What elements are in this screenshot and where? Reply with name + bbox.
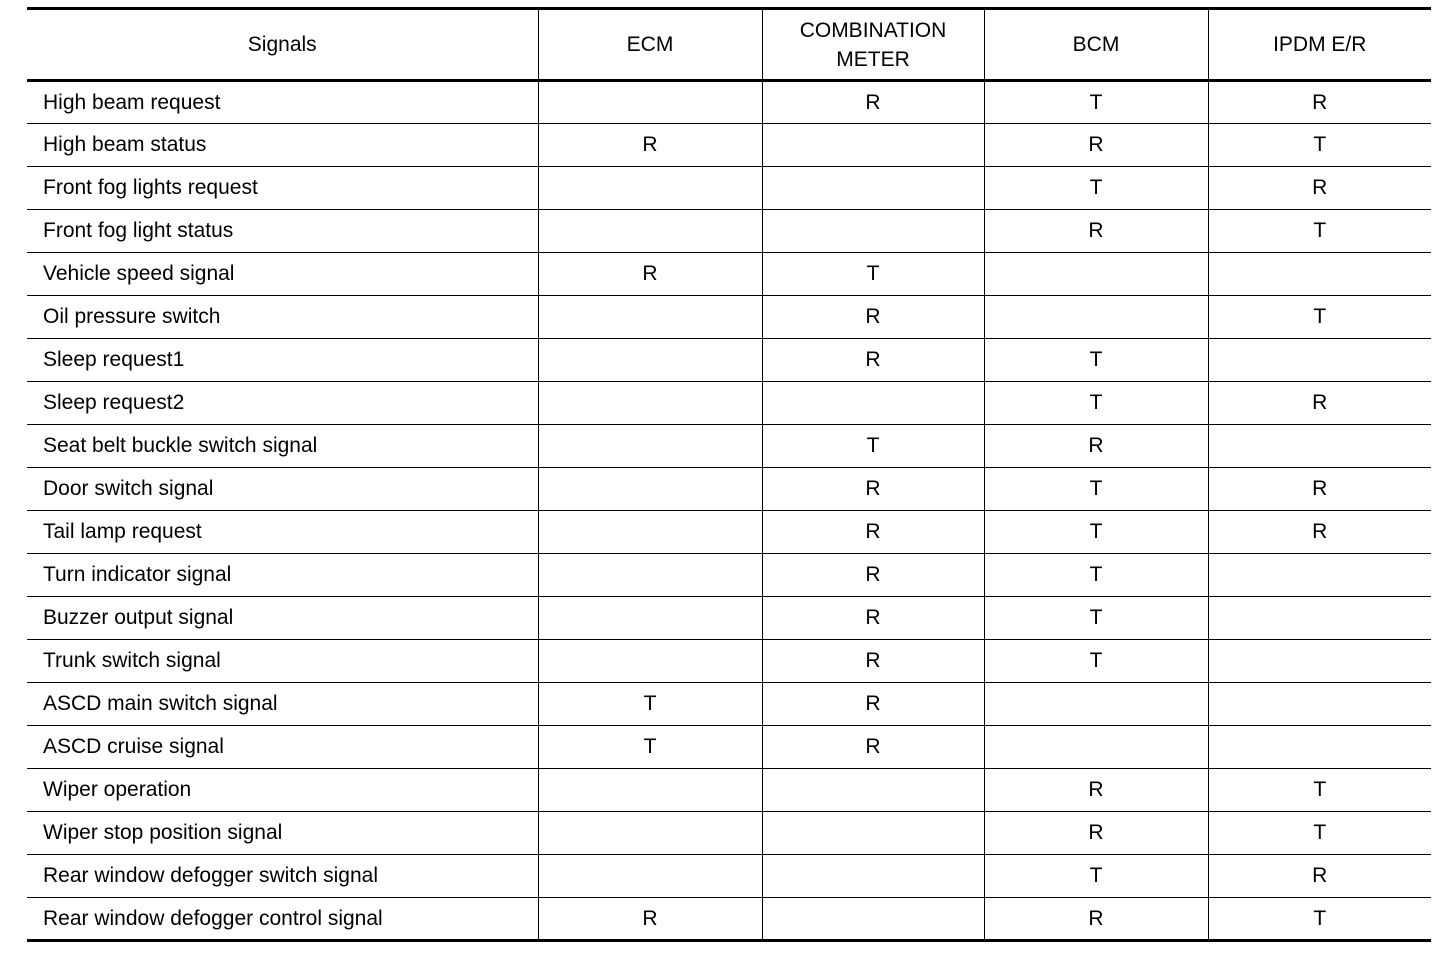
cell-signal: High beam request [27, 81, 538, 124]
cell-combination-meter: R [762, 554, 984, 597]
cell-signal: Sleep request1 [27, 339, 538, 382]
cell-ipdm [1208, 339, 1431, 382]
cell-bcm: T [984, 554, 1208, 597]
table-row [27, 726, 1431, 769]
cell-bcm: T [984, 382, 1208, 425]
cell-ecm [538, 296, 762, 339]
table-row [27, 167, 1431, 210]
cell-bcm: T [984, 81, 1208, 124]
cell-ipdm: R [1208, 468, 1431, 511]
table-row [27, 124, 1431, 167]
cell-ecm [538, 769, 762, 812]
cell-bcm: R [984, 124, 1208, 167]
header-row [27, 9, 1431, 81]
table-row [27, 210, 1431, 253]
table-row [27, 425, 1431, 468]
table-row [27, 898, 1431, 941]
cell-bcm: R [984, 210, 1208, 253]
cell-signal: Door switch signal [27, 468, 538, 511]
signal-table [27, 7, 1431, 942]
header-ecm: ECM [538, 9, 762, 81]
table-row [27, 554, 1431, 597]
table-row [27, 81, 1431, 124]
cell-ipdm [1208, 683, 1431, 726]
cell-ipdm: T [1208, 210, 1431, 253]
table-row [27, 511, 1431, 554]
cell-ipdm: R [1208, 167, 1431, 210]
header-ipdm: IPDM E/R [1208, 9, 1431, 81]
cell-combination-meter: R [762, 468, 984, 511]
cell-bcm: T [984, 855, 1208, 898]
cell-ipdm [1208, 640, 1431, 683]
cell-combination-meter: R [762, 339, 984, 382]
cell-signal: Tail lamp request [27, 511, 538, 554]
cell-bcm: T [984, 640, 1208, 683]
cell-ecm: T [538, 683, 762, 726]
cell-bcm: R [984, 425, 1208, 468]
cell-bcm: T [984, 468, 1208, 511]
cell-combination-meter: R [762, 296, 984, 339]
table-row [27, 855, 1431, 898]
table-row [27, 382, 1431, 425]
cell-combination-meter [762, 855, 984, 898]
cell-ipdm: T [1208, 124, 1431, 167]
cell-ipdm: T [1208, 769, 1431, 812]
cell-signal: Wiper operation [27, 769, 538, 812]
cell-bcm: R [984, 812, 1208, 855]
cell-ipdm: T [1208, 296, 1431, 339]
cell-signal: High beam status [27, 124, 538, 167]
cell-ecm: R [538, 124, 762, 167]
cell-combination-meter [762, 167, 984, 210]
cell-bcm [984, 296, 1208, 339]
cell-combination-meter: R [762, 597, 984, 640]
cell-ecm: R [538, 898, 762, 941]
cell-signal: Front fog lights request [27, 167, 538, 210]
cell-ipdm [1208, 597, 1431, 640]
cell-ecm [538, 511, 762, 554]
cell-signal: Turn indicator signal [27, 554, 538, 597]
table-row [27, 683, 1431, 726]
table-row [27, 468, 1431, 511]
cell-combination-meter: T [762, 253, 984, 296]
cell-ecm [538, 382, 762, 425]
cell-ecm [538, 167, 762, 210]
cell-signal: Sleep request2 [27, 382, 538, 425]
cell-ipdm: R [1208, 511, 1431, 554]
table-row [27, 339, 1431, 382]
cell-signal: Buzzer output signal [27, 597, 538, 640]
cell-ecm [538, 468, 762, 511]
cell-signal: Oil pressure switch [27, 296, 538, 339]
cell-combination-meter [762, 769, 984, 812]
header-combination-meter-line1: COMBINATION [799, 18, 947, 42]
table-row [27, 640, 1431, 683]
cell-ipdm: R [1208, 855, 1431, 898]
table-row [27, 597, 1431, 640]
cell-combination-meter: R [762, 726, 984, 769]
cell-signal: Trunk switch signal [27, 640, 538, 683]
cell-bcm: R [984, 898, 1208, 941]
cell-ecm [538, 855, 762, 898]
cell-combination-meter: T [762, 425, 984, 468]
cell-combination-meter: R [762, 81, 984, 124]
cell-ipdm: R [1208, 81, 1431, 124]
cell-ecm: T [538, 726, 762, 769]
cell-ecm [538, 81, 762, 124]
cell-bcm: T [984, 511, 1208, 554]
cell-ipdm [1208, 425, 1431, 468]
cell-signal: Seat belt buckle switch signal [27, 425, 538, 468]
cell-bcm: T [984, 167, 1208, 210]
cell-combination-meter [762, 210, 984, 253]
cell-signal: Rear window defogger switch signal [27, 855, 538, 898]
cell-ipdm: T [1208, 898, 1431, 941]
table-row [27, 812, 1431, 855]
cell-ipdm: T [1208, 812, 1431, 855]
header-combination-meter [762, 9, 984, 81]
cell-ipdm: R [1208, 382, 1431, 425]
cell-bcm: T [984, 597, 1208, 640]
cell-ipdm [1208, 554, 1431, 597]
cell-ecm: R [538, 253, 762, 296]
cell-ecm [538, 554, 762, 597]
table-header [27, 9, 1431, 81]
cell-combination-meter: R [762, 683, 984, 726]
table-row [27, 253, 1431, 296]
cell-bcm: R [984, 769, 1208, 812]
cell-ipdm [1208, 253, 1431, 296]
cell-signal: Front fog light status [27, 210, 538, 253]
cell-combination-meter [762, 124, 984, 167]
table-row [27, 769, 1431, 812]
cell-combination-meter: R [762, 511, 984, 554]
cell-ecm [538, 597, 762, 640]
cell-ecm [538, 339, 762, 382]
cell-ecm [538, 210, 762, 253]
cell-bcm [984, 253, 1208, 296]
cell-bcm: T [984, 339, 1208, 382]
table-row [27, 296, 1431, 339]
header-signals: Signals [27, 9, 538, 81]
cell-ecm [538, 640, 762, 683]
cell-signal: Rear window defogger control signal [27, 898, 538, 941]
header-combination-meter-line2: METER [836, 47, 910, 71]
table-body [27, 81, 1431, 941]
cell-ipdm [1208, 726, 1431, 769]
cell-signal: Vehicle speed signal [27, 253, 538, 296]
cell-combination-meter [762, 382, 984, 425]
cell-signal: ASCD cruise signal [27, 726, 538, 769]
cell-bcm [984, 726, 1208, 769]
header-bcm: BCM [984, 9, 1208, 81]
cell-combination-meter [762, 898, 984, 941]
cell-ecm [538, 425, 762, 468]
cell-signal: ASCD main switch signal [27, 683, 538, 726]
cell-ecm [538, 812, 762, 855]
cell-combination-meter [762, 812, 984, 855]
cell-combination-meter: R [762, 640, 984, 683]
signal-table-sheet [27, 7, 1431, 942]
cell-bcm [984, 683, 1208, 726]
cell-signal: Wiper stop position signal [27, 812, 538, 855]
